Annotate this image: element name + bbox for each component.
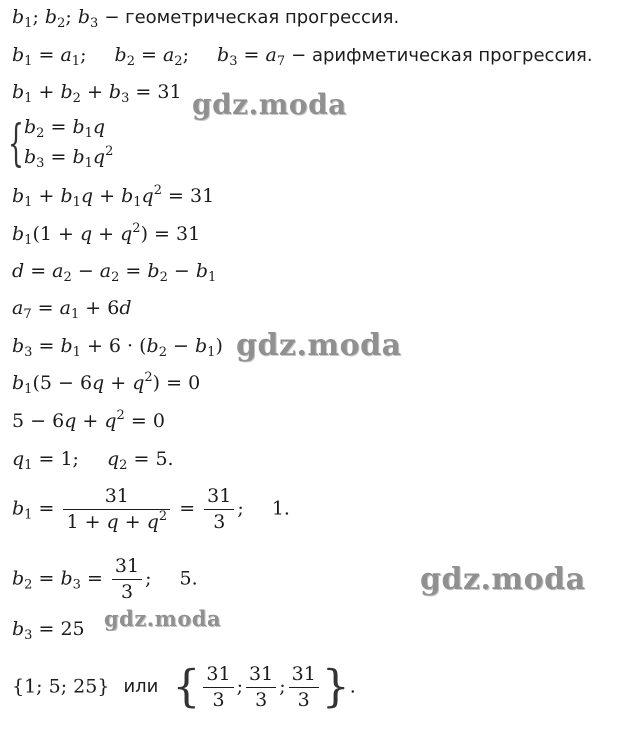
watermark-logo: gdz.moda bbox=[236, 328, 402, 363]
af2-den: 3 bbox=[255, 688, 268, 711]
fraction-b1: $\frac{31}{1 + q + q^2}$ bbox=[63, 486, 170, 533]
six-value: 6 bbox=[107, 297, 120, 319]
zero-value: 0 bbox=[188, 372, 201, 394]
line-15: $b_2 = b_3$ = $\frac{31}{3}$ ; 5. bbox=[12, 555, 198, 603]
arithmetic-progression-text: − арифметическая прогрессия. bbox=[291, 45, 593, 66]
watermark-logo: gdz.moda bbox=[104, 606, 222, 631]
line-7: $b_1(1 + q + q^2) = 31$ bbox=[12, 221, 201, 248]
six-value-2: 6 bbox=[108, 335, 121, 357]
watermark-logo: gdz.moda bbox=[192, 88, 347, 121]
line-1: $b_1$; $b_2$; $b_3$ − геометрическая прогрессия. bbox=[12, 6, 400, 31]
af3-num: 31 bbox=[291, 663, 316, 685]
fraction-31-3-b bbox=[112, 556, 142, 603]
line-10: $b_3 = b_1 + 6 \cdot (b_2 - b_1)$ bbox=[12, 335, 223, 360]
line-6: $b_1 + b_1q + b_1q^2 = 31$ bbox=[12, 183, 215, 210]
line-14: $b_1$ = $\frac{31}{1 + q + q^2}$ = $\frac{31}{3}$ ; 1. bbox=[12, 485, 290, 533]
fraction-numerator-3: 31 bbox=[114, 555, 140, 577]
geometric-progression-text: − геометрическая прогрессия. bbox=[104, 7, 400, 28]
q1-value: 1 bbox=[60, 448, 73, 470]
fraction-numerator: 31 bbox=[104, 485, 129, 507]
af3-den: 3 bbox=[297, 688, 310, 711]
line-9: $a_7 = a_1 + 6d$ bbox=[12, 297, 132, 322]
fraction-31-3 bbox=[204, 486, 234, 533]
line-11: $b_1(5 - 6q + q^2) = 0$ bbox=[12, 370, 201, 397]
sum-value-3: 31 bbox=[176, 223, 201, 245]
alt-b: 5 bbox=[179, 567, 192, 590]
line-8: $d = a_2 - a_2 = b_2 - b_1$ bbox=[12, 260, 217, 285]
line-2: $b_1 = a_1$; $b_2 = a_2$; $b_3 = a_7$ − арифметическая прогрессия. bbox=[12, 44, 593, 69]
watermark-logo: gdz.moda bbox=[420, 562, 586, 597]
fraction-denominator: 3 bbox=[213, 510, 226, 533]
af2-num: 31 bbox=[249, 663, 274, 685]
line-3: $b_1 + b_2 + b_3 = 31$ bbox=[12, 81, 182, 106]
system-brace: { bbox=[8, 114, 24, 172]
line-16: $b_3 = 25$ bbox=[12, 618, 85, 643]
sum-value: 31 bbox=[157, 81, 182, 103]
fraction-numerator-2: 31 bbox=[207, 485, 232, 507]
sum-value-2: 31 bbox=[189, 185, 215, 207]
line-12: $5 - 6q + q^2 = 0$ bbox=[12, 408, 165, 432]
af1-num: 31 bbox=[206, 663, 231, 685]
answer-frac-3 bbox=[289, 664, 319, 711]
answer-set-1: {1; 5; 25} bbox=[12, 675, 110, 698]
answer-frac-2 bbox=[246, 664, 276, 711]
b3-value: 25 bbox=[60, 618, 85, 640]
alt-b1: 1 bbox=[271, 497, 284, 520]
line-17: {1; 5; 25} или { $\frac{31}{3}$ ; $\frac{31}{3}$ ; $\frac{31}{3}$ }. bbox=[12, 661, 356, 713]
answer-frac-1 bbox=[203, 664, 233, 711]
q2-value: 5 bbox=[155, 448, 168, 470]
af1-den: 3 bbox=[212, 688, 225, 711]
line-5: $b_3 = b_1q^2$ bbox=[24, 144, 114, 171]
line-13: $q_1 = 1$; $q_2 = 5$. bbox=[12, 448, 174, 473]
or-word: или bbox=[123, 676, 159, 698]
zero-value-2: 0 bbox=[152, 410, 165, 432]
fraction-denominator-2: 3 bbox=[120, 580, 134, 603]
line-4: $b_2 = b_1q$ bbox=[24, 116, 106, 141]
